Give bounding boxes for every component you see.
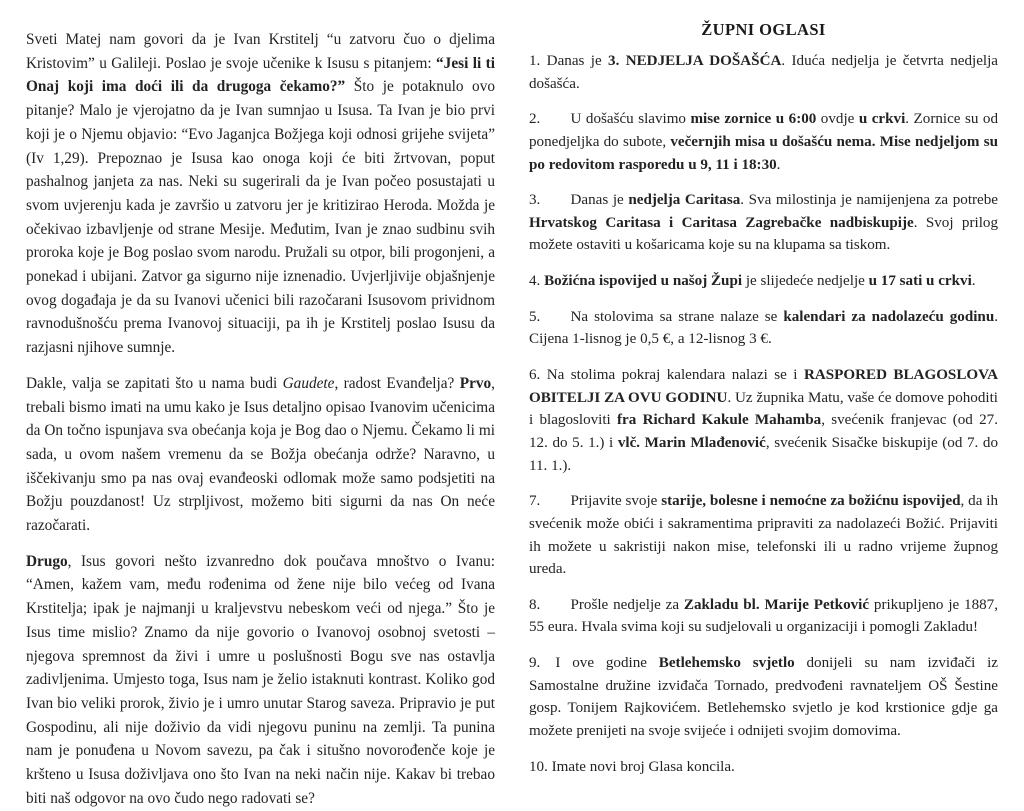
text-run: Sveti Matej nam govori da je Ivan Krstitelj “u zatvoru čuo o djelima Kristovim” u Galileji. Poslao je svoje učenike k Isusu s pitanjem: (26, 31, 495, 72)
paragraph (26, 28, 495, 360)
text-run: Božićna ispovijed u našoj Župi (544, 273, 743, 290)
text-run: . Iduća nedjelja je četvrta nedjelja došašća. (529, 53, 998, 92)
text-run: nedjelja Caritasa (628, 192, 741, 209)
text-run: Dakle, valja se zapitati što u nama budi (26, 374, 283, 392)
paragraph (529, 50, 998, 95)
text-run: Što je potaknulo ovo pitanje? Malo je vjerojatno da je Ivan sumnjao u Isusa. Ta Ivan je bio prvi koji je o Njemu objavio: “Evo Jaganjca Božjega koji odnosi grijehe svijeta” (Iv 1,29). Prepoznao je Isusa kao onoga koji će biti žrtvovan, poput pashalnog janjeta za nas. Neki su sugerirali da je Ivan počeo posustajati u svom uvjerenju kada je završio u zatvoru jer je kritizirao Heroda. Možda je očekivao izbavljenje od strane Mesije. Međutim, Ivan je znao sudbinu svih proroka koje je Bog poslao svom narodu. Pružali su otpor, bili progonjeni, a ponekad i ubijani. Zatvor ga sigurno nije iznenadio. Uvjerljivije objašnjenje ovog događaja je da su Ivanovi učenici bili razočarani Isusovom prividnom ravnodušnošću prema Ivanovoj situaciji, pa ih je Krstitelj poslao Isusu da razjasni njihove sumnje. (26, 78, 495, 357)
text-run: ovdje (816, 111, 859, 128)
paragraph (26, 550, 495, 811)
text-run: 5. Na stolovima sa strane nalaze se (529, 308, 784, 325)
text-run: u 17 sati u crkvi (868, 273, 972, 290)
text-run: 10. Imate novi broj Glasa koncila. (529, 758, 735, 775)
paragraph (529, 364, 998, 477)
text-run: 8. Prošle nedjelje za (529, 596, 684, 613)
text-run: vlč. Marin Mlađenović (617, 434, 766, 451)
text-run: 3. NEDJELJA DOŠAŠĆA (608, 53, 782, 69)
text-run: večernjih misa u došašću nema. Mise nedjeljom su po redovitom rasporedu u 9, 11 i 18:30 (529, 133, 998, 173)
text-run: Prvo (459, 374, 492, 392)
paragraph (26, 372, 495, 538)
text-run: 6. Na stolima pokraj kalendara nalazi se i (529, 367, 804, 384)
text-run: je slijedeće nedjelje (742, 273, 869, 290)
text-run: fra Richard Kakule Mahamba (617, 412, 822, 429)
announcements-list (529, 50, 998, 778)
text-run: , radost Evanđelja? (334, 374, 460, 392)
text-run: , da ih svećenik može obići i sakramentima pripraviti za nadolazeći Božić. Prijaviti ih možete u sakristiji nakon mise, telefonski ili u radno vrijeme župnog ureda. (529, 493, 998, 578)
homily-text (26, 28, 495, 811)
text-run: 2. U došašću slavimo (529, 111, 691, 128)
text-run: . (776, 156, 781, 173)
text-run: kalendari za nadolazeću godinu (783, 308, 995, 325)
text-run: starije, bolesne i nemoćne za božićnu ispovijed (661, 493, 961, 510)
text-run: Zakladu bl. Marije Petković (683, 596, 870, 613)
paragraph (529, 594, 998, 639)
paragraph (529, 652, 998, 743)
text-run: , svećenik Sisačke biskupije (od 7. do 11. 1.). (529, 434, 998, 474)
paragraph (529, 189, 998, 257)
text-run: “Jesi li ti Onaj koji ima doći ili da drugoga čekamo?” (26, 54, 495, 96)
announcements-title: ŽUPNI OGLASI (701, 20, 826, 39)
left-column (26, 18, 495, 807)
paragraph (529, 756, 998, 779)
text-run: Drugo (26, 552, 68, 570)
text-run: . Uz župnika Matu, vaše će domove pohoditi i blagosloviti (529, 389, 998, 429)
text-run: , Isus govori nešto izvanredno dok poučava mnoštvo o Ivanu: “Amen, kažem vam, među rođenima od žene nije bilo većeg od Ivana Krstitelja; ipak je najmanji u kraljevstvu nebeskom veći od njega.” Što je Isus time mislio? Znamo da nije govorio o Ivanovoj osobnoj svetosti – njegova spremnost da živi i umre u poslušnosti Bogu sve nas ostavlja zadivljenima. Umjesto toga, Isus nam je želio istaknuti kontrast. Koliko god Ivan bio veliki prorok, živio je i umro unutar Starog saveza. Pripravio je put Gospodinu, ali nije doživio da vidi njegovu puninu na zemlji. Ta punina nam je ponuđena u Novom savezu, pa čak i situšno novorođenče koje je kršteno u Isusa doživljava ono što Ivan na neki način nije. Kakav bi trebao biti naš odgovor na ovo čudo nego radovati se? (26, 552, 495, 807)
text-run: mise zornice u 6:00 (690, 111, 817, 128)
text-run: RASPORED BLAGOSLOVA OBITELJI ZA OVU GODINU (529, 367, 998, 406)
text-run: 4. (529, 273, 545, 290)
text-run: u crkvi (858, 111, 906, 128)
text-run: . Cijena 1-lisnog je 0,5 €, a 12-lisnog 3 €. (529, 308, 999, 348)
text-run: , svećenik franjevac (od 27. 12. do 5. 1.) i (529, 412, 998, 451)
text-run: 1. Danas je (529, 53, 609, 69)
paragraph (529, 306, 998, 351)
right-column (529, 18, 999, 775)
paragraph (529, 108, 998, 176)
text-run: Hrvatskog Caritasa i Caritasa Zagrebačke nadbiskupije (529, 214, 914, 231)
text-run: . Zornice su od ponedjeljka do subote, (529, 111, 998, 150)
text-run: donijeli su nam izviđači iz Samostalne družine izviđača Tornado, predvođeni ravnateljem OŠ Šestine gosp. Tonijem Rajkovićem. Betlehemsko svjetlo je kod krstionice gdje ga možete prenijeti na svoje svijeće i odnijeti svojim domovima. (529, 655, 998, 740)
text-run: . Sva milostinja je namijenjena za potrebe (740, 192, 998, 209)
paragraph (529, 270, 998, 293)
text-run: . (971, 273, 976, 290)
text-run: 9. I ove godine (529, 655, 659, 672)
text-run: Gaudete (282, 374, 335, 392)
text-run: . Svoj prilog možete ostaviti u košaricama koje su na klupama sa tiskom. (529, 214, 998, 254)
text-run: Betlehemsko svjetlo (658, 655, 795, 672)
paragraph (529, 490, 998, 581)
text-run: 7. Prijavite svoje (529, 493, 662, 510)
text-run: , trebali bismo imati na umu kako je Isus detaljno opisao Ivanovim učenicima da On točno ispunjava sva obećanja koja je Bog dao o Njemu. Čekamo li mi sada, u ovom našem vremenu da se Božja obećanja održe? Naravno, u iščekivanju smo pa nas ovaj evanđeoski odlomak može samo podsjetiti na Božju pouzdanost! Uz strpljivost, možemo biti sigurni da nas On neće razočarati. (26, 374, 495, 535)
text-run: prikupljeno je 1887, 55 eura. Hvala svima koji su sudjelovali u organizaciji i pomogli Zakladu! (529, 596, 999, 636)
text-run: 3. Danas je (529, 192, 629, 209)
